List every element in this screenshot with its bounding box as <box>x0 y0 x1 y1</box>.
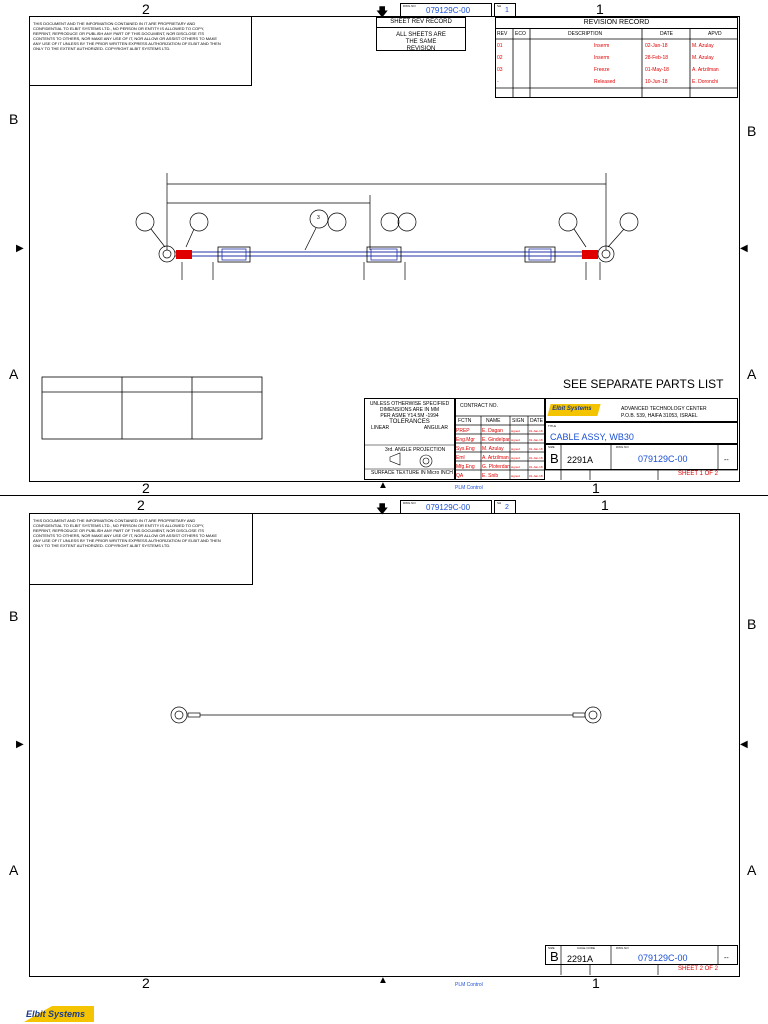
left-arrow-icon: ▶ <box>16 243 24 254</box>
sh-label-s2: SH <box>497 501 502 505</box>
bottom-arrow-icon: ▲ <box>378 480 388 491</box>
rev-row-2-rev: 02 <box>497 55 503 61</box>
signoff-header-name: NAME <box>486 418 501 424</box>
top-arrow-icon: 🡇 <box>376 5 389 19</box>
rev-row-2-date: 28-Feb-18 <box>645 55 669 61</box>
signoff-row-4-fctn: Eml <box>456 455 465 461</box>
zone-col-2-top-s2: 2 <box>137 497 145 513</box>
rev-header-rev: REV <box>497 31 508 37</box>
zone-col-2-top: 2 <box>142 1 150 17</box>
top-sheet-no: 1 <box>505 7 509 14</box>
rev-row-3-rev: 03 <box>497 67 503 73</box>
top-dwg-no: 079129C-00 <box>426 6 471 15</box>
signoff-row-5-sign: signed <box>511 465 520 469</box>
rev-header-eco: ECO <box>515 31 526 37</box>
tol-asme: PER ASME Y14.5M -1994 <box>380 413 439 419</box>
zone-row-a-right: A <box>747 366 757 382</box>
rev-row-3-apvd: A. Artzilman <box>692 67 719 73</box>
drawing-title: CABLE ASSY, WB30 <box>550 432 634 442</box>
rev-row-1-date: 02-Jan-18 <box>645 43 668 49</box>
dwg-label-s2: DWG NO <box>616 946 629 950</box>
title-label: TITLE <box>548 424 557 428</box>
rev-row-4-apvd: E. Doronchi <box>692 79 719 85</box>
signoff-row-2-date: 01-Jan-18 <box>529 438 543 442</box>
revision-record-title: REVISION RECORD <box>496 18 737 29</box>
right-arrow-icon: ◀ <box>740 243 748 254</box>
tol-unless: UNLESS OTHERWISE SPECIFIED <box>369 401 450 407</box>
rev-row-2-desc: Inserm <box>594 55 610 61</box>
sheet-2-of-2: SHEET 2 OF 2 <box>678 966 718 972</box>
zone-row-b-right: B <box>747 123 757 139</box>
zone-row-a-right-s2: A <box>747 862 757 878</box>
tol-angular: ANGULAR <box>423 425 448 431</box>
rev-row-4-desc: Released <box>594 79 616 85</box>
signoff-header-fctn: FCTN <box>458 418 472 424</box>
zone-row-b-left: B <box>9 111 19 127</box>
left-arrow-icon-s2: ▶ <box>16 739 24 750</box>
title-rev: -- <box>724 457 729 464</box>
company-line-1: ADVANCED TECHNOLOGY CENTER <box>621 406 707 412</box>
signoff-row-4-name: A. Artzilman <box>482 455 509 461</box>
signoff-row-1-name: E. Dagan <box>482 428 503 434</box>
tol-linear: LINEAR <box>371 425 390 431</box>
rev-row-4-rev: - <box>497 79 499 85</box>
sheet-rev-record-title: SHEET REV RECORD <box>377 18 465 28</box>
footer-logo-text: Elbit Systems <box>26 1009 86 1019</box>
tol-dims: DIMENSIONS ARE IN MM <box>379 407 440 413</box>
cage-code: 2291A <box>567 455 594 465</box>
signoff-row-5-name: G. Ploterdan <box>482 464 511 470</box>
zone-col-2-bottom: 2 <box>142 480 150 496</box>
rev-row-2-apvd: M. Azulay <box>692 55 714 61</box>
all-sheets-same: ALL SHEETS ARE THE SAME REVISION <box>396 32 446 52</box>
zone-col-1-top-s2: 1 <box>601 497 609 513</box>
proprietary-notice: THIS DOCUMENT AND THE INFORMATION CONTAINED IN IT ARE PROPRIETARY AND CONFIDENTIAL TO ELBIT SYSTEMS LTD., NO PERSON OR ENTITY IS ALLOWED TO COPY, REPRINT, REPRODUCE OR PUBLISH ANY PART OF THIS DOCUMENT, NOR DISCLOSE ITS CONTENTS TO OTHERS, NOR MAKE ANY USE OF IT, NOR ALLOW OR ASSIST OTHERS TO MAKE ANY USE OF IT UNLESS BY THE PRIOR WRITTEN EXPRESS AUTHORIZATION OF ELBIT AND THEN ONLY TO THE EXTENT AUTHORIZED. COPYRIGHT ALBIT SYSTEMS LTD. <box>33 21 221 51</box>
rev-row-1-rev: 01 <box>497 43 503 49</box>
title-rev-s2: -- <box>724 955 729 962</box>
item-balloon-label: 3 <box>317 215 320 221</box>
signoff-header-sign: SIGN <box>512 418 525 424</box>
rev-row-1-apvd: M. Azulay <box>692 43 714 49</box>
size-label: SIZE <box>548 445 555 449</box>
rev-row-3-date: 01-May-18 <box>645 67 669 73</box>
signoff-row-5-fctn: Mfg.Eng <box>456 464 475 470</box>
signoff-header-date: DATE <box>530 418 543 424</box>
sheet-1-of-2: SHEET 1 OF 2 <box>678 471 718 477</box>
signoff-row-2-fctn: Eng.Mgr <box>456 437 475 443</box>
company-line-2: P.O.B. 539, HAIFA 31053, ISRAEL <box>621 413 698 419</box>
signoff-row-6-date: 01-Jan-18 <box>529 474 543 478</box>
proprietary-notice-s2: THIS DOCUMENT AND THE INFORMATION CONTAINED IN IT ARE PROPRIETARY AND CONFIDENTIAL TO ELBIT SYSTEMS LTD., NO PERSON OR ENTITY IS ALLOWED TO COPY, REPRINT, REPRODUCE OR PUBLISH ANY PART OF THIS DOCUMENT, NOR DISCLOSE ITS CONTENTS TO OTHERS, NOR MAKE ANY USE OF IT, NOR ALLOW OR ASSIST OTHERS TO MAKE ANY USE OF IT UNLESS BY THE PRIOR WRITTEN EXPRESS AUTHORIZATION OF ELBIT AND THEN ONLY TO THE EXTENT AUTHORIZED. COPYRIGHT ALBIT SYSTEMS LTD. <box>33 518 221 548</box>
signoff-row-2-sign: signed <box>511 438 520 442</box>
signoff-row-4-sign: signed <box>511 456 520 460</box>
top-sheet-no-s2: 2 <box>505 504 509 511</box>
sh-label: SH <box>497 4 502 8</box>
zone-col-1-bottom: 1 <box>592 480 600 496</box>
signoff-row-3-date: 01-Jan-18 <box>529 447 543 451</box>
zone-col-2-bottom-s2: 2 <box>142 975 150 991</box>
dwg-no-label: DWG NO <box>403 4 416 8</box>
zone-row-b-right-s2: B <box>747 616 757 632</box>
title-dwg-no-s2: 079129C-00 <box>638 953 688 963</box>
zone-col-1-bottom-s2: 1 <box>592 975 600 991</box>
signoff-row-3-name: M. Azulay <box>482 446 504 452</box>
rev-row-4-date: 10-Jun-18 <box>645 79 668 85</box>
bottom-arrow-icon-s2: ▲ <box>378 975 388 986</box>
tol-projection: 3rd. ANGLE PROJECTION <box>385 447 446 453</box>
size-value-s2: B <box>550 949 559 964</box>
rev-header-date: DATE <box>660 31 673 37</box>
see-parts-list: SEE SEPARATE PARTS LIST <box>563 377 724 391</box>
rev-row-3-desc: Freeze <box>594 67 610 73</box>
size-value: B <box>550 451 559 466</box>
plm-control-2: PLM Control <box>455 982 483 988</box>
signoff-row-1-fctn: PREP <box>456 428 470 434</box>
tol-surface: SURFACE TEXTURE IN Micro INCH <box>371 470 453 476</box>
signoff-row-2-name: E. Gindelpar <box>482 437 510 443</box>
signoff-row-5-date: 01-Jan-18 <box>529 465 543 469</box>
rev-row-1-desc: Inserm <box>594 43 610 49</box>
dwg-no-label-s2: DWG NO <box>403 501 416 505</box>
rev-header-apvd: APVD <box>708 31 722 37</box>
signoff-row-1-date: 01-Jan-18 <box>529 429 543 433</box>
tol-title: TOLERANCES <box>389 419 430 425</box>
signoff-row-6-sign: signed <box>511 474 520 478</box>
contract-no-label: CONTRACT NO. <box>460 403 498 409</box>
plm-control-1: PLM Control <box>455 485 483 491</box>
signoff-row-3-sign: signed <box>511 447 520 451</box>
zone-row-a-left-s2: A <box>9 862 19 878</box>
top-dwg-no-s2: 079129C-00 <box>426 503 471 512</box>
signoff-row-3-fctn: Sys.Eng <box>456 446 475 452</box>
signoff-row-4-date: 01-Jan-18 <box>529 456 543 460</box>
dwg-label: DWG NO <box>616 445 629 449</box>
signoff-row-1-sign: signed <box>511 429 520 433</box>
zone-col-1-top: 1 <box>596 1 604 17</box>
title-dwg-no: 079129C-00 <box>638 454 688 464</box>
top-arrow-icon-s2: 🡇 <box>376 502 389 516</box>
rev-header-description: DESCRIPTION <box>568 31 603 37</box>
zone-row-a-left: A <box>9 366 19 382</box>
company-logo-text: Elbit Systems <box>552 406 592 412</box>
signoff-row-6-name: E. Snib <box>482 473 499 479</box>
signoff-row-6-fctn: QA <box>456 473 464 479</box>
zone-row-b-left-s2: B <box>9 608 19 624</box>
cage-label-s2: CAGE CODE <box>577 946 596 950</box>
cage-code-s2: 2291A <box>567 954 594 964</box>
right-arrow-icon-s2: ◀ <box>740 739 748 750</box>
size-label-s2: SIZE <box>548 946 555 950</box>
